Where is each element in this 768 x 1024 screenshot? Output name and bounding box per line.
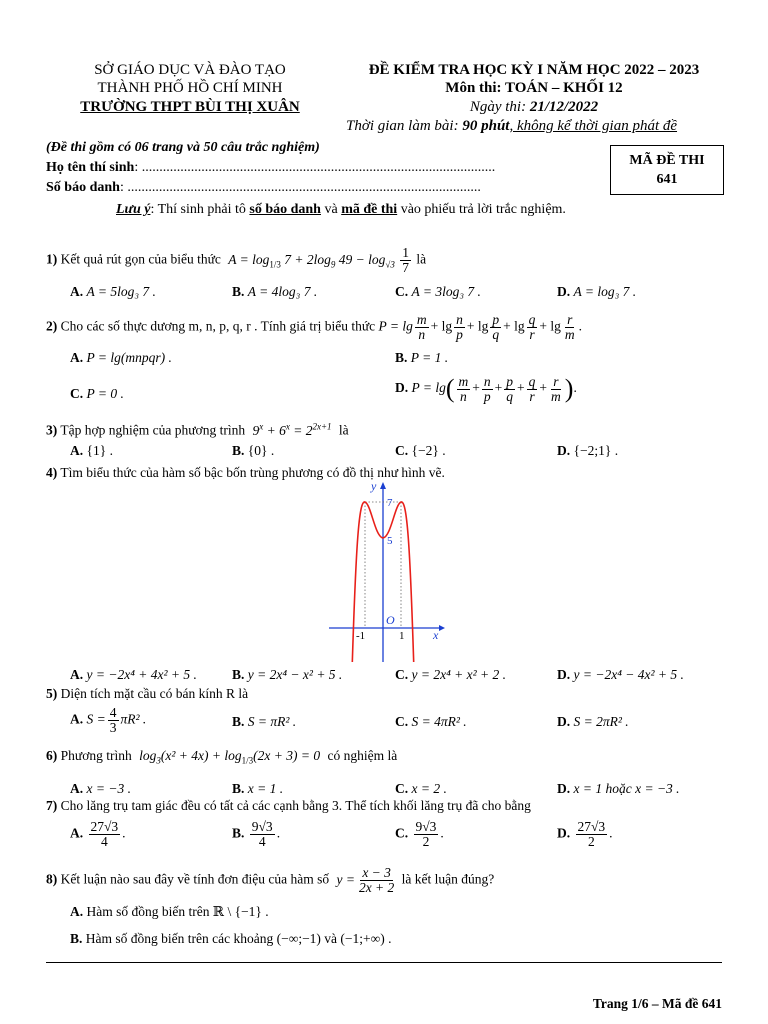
question-2: 2) Cho các số thực dương m, n, p, q, r . Tính giá trị biểu thức P = lg $\frac{m}{n}$ + lg $\frac{n}{p}$ + lg $\frac{p}{q}$ + lg $\frac{q}{r}$ + lg $\frac{r}{m}$ . (46, 312, 583, 342)
label-origin: O (386, 613, 395, 627)
school-name: TRƯỜNG THPT BÙI THỊ XUÂN (80, 99, 300, 115)
q1-option-c[interactable]: C. A = 3log₃ 7 . (395, 284, 481, 299)
q1-option-d[interactable]: D. A = log₃ 7 . (557, 284, 637, 299)
footer-rule (46, 962, 722, 963)
tick-1: 1 (399, 630, 405, 642)
header-left-1: SỞ GIÁO DỤC VÀ ĐÀO TẠO (94, 62, 286, 78)
name-field: Họ tên thí sinh: ..................................................................................................... (46, 160, 496, 175)
question-7: 7) Cho lăng trụ tam giác đều có tất cả các cạnh bằng 3. Thể tích khối lăng trụ đã cho bằng (46, 798, 531, 813)
q5-option-d[interactable]: D. S = 2πR² . (557, 714, 629, 729)
q7-option-d[interactable]: D. $\frac{27√3}{2}$ . (557, 819, 613, 849)
exam-code-box: MÃ ĐỀ THI 641 (610, 145, 724, 195)
q1-option-b[interactable]: B. A = 4log₃ 7 . (232, 284, 318, 299)
q1-option-a[interactable]: A. A = 5log₃ 7 . (70, 284, 156, 299)
question-6: 6) Phương trình $\log_3(x^2 + 4x) + \log_{1/3}(2x + 3) = 0$ có nghiệm là (46, 748, 398, 766)
q4-option-c[interactable]: C. y = 2x⁴ + x² + 2 . (395, 667, 507, 682)
q2-option-d[interactable]: D. P = lg( $\frac{m}{n}$ + $\frac{n}{p}$ + $\frac{p}{q}$ + $\frac{q}{r}$ + $\frac{r}{m}$ ). (395, 373, 577, 404)
tick-minus1: -1 (356, 630, 366, 642)
pages-note: (Đề thi gồm có 06 trang và 50 câu trắc nghiệm) (46, 140, 320, 155)
id-field: Số báo danh: ..................................................................................................... (46, 180, 481, 195)
q7-option-a[interactable]: A. $\frac{27√3}{4}$ . (70, 819, 126, 849)
exam-time: Thời gian làm bài: 90 phút, không kể thời gian phát đề (346, 118, 678, 134)
q3-option-a[interactable]: A. {1} . (70, 443, 113, 458)
page-footer: Trang 1/6 – Mã đề 641 (592, 996, 722, 1011)
x-axis-arrow (439, 625, 445, 631)
exam-title: ĐỀ KIỂM TRA HỌC KỲ I NĂM HỌC 2022 – 2023 (368, 62, 700, 78)
q6-option-b[interactable]: B. x = 1 . (232, 781, 284, 796)
question-5: 5) Diện tích mặt cầu có bán kính R là (46, 686, 249, 701)
q4-option-d[interactable]: D. y = −2x⁴ − 4x² + 5 . (557, 667, 684, 682)
q4-option-b[interactable]: B. y = 2x⁴ − x² + 5 . (232, 667, 343, 682)
q8-option-b[interactable]: B. Hàm số đồng biến trên các khoảng (−∞;−1) và (−1;+∞) . (70, 931, 392, 946)
q8-option-a[interactable]: A. Hàm số đồng biến trên ℝ \ {−1} . (70, 904, 269, 919)
tick-7: 7 (387, 497, 393, 509)
q7-option-b[interactable]: B. $\frac{9√3}{4}$ . (232, 819, 281, 849)
subject: Môn thi: TOÁN – KHỐI 12 (445, 80, 623, 96)
header-left-2: THÀNH PHỐ HỒ CHÍ MINH (97, 80, 283, 96)
question-8: 8) Kết luận nào sau đây về tính đơn điệu của hàm số y = $\frac{x - 3}{2x + 2}$ là kết luận đúng? (46, 865, 495, 895)
note: Lưu ý: Thí sinh phải tô số báo danh và mã đề thi vào phiếu trả lời trắc nghiệm. (116, 202, 566, 217)
q2-option-b[interactable]: B. P = 1 . (395, 350, 449, 365)
q2-option-c[interactable]: C. P = 0 . (70, 386, 124, 401)
q2-option-a[interactable]: A. P = lg(mnpqr) . (70, 350, 172, 365)
q6-option-d[interactable]: D. x = 1 hoặc x = −3 . (557, 781, 680, 796)
q4-option-a[interactable]: A. y = −2x⁴ + 4x² + 5 . (70, 667, 197, 682)
q5-option-a[interactable]: A. S = $\frac{4}{3}$ πR² . (70, 705, 147, 735)
question-4: 4) Tìm biểu thức của hàm số bậc bốn trùng phương có đồ thị như hình vẽ. (46, 465, 445, 480)
label-y: y (371, 482, 377, 493)
quartic-graph (325, 482, 450, 662)
exam-date: Ngày thi: 21/12/2022 (469, 99, 599, 115)
question-3: 3) Tập hợp nghiệm của phương trình $9^x + 6^x = 2^{2x+1}$ là (46, 421, 349, 438)
q3-option-c[interactable]: C. {−2} . (395, 443, 446, 458)
question-1: 1) Kết quả rút gọn của biểu thức $A = \log_{1/3} 7 + 2\log_9$ $49 - \log_{√3}$ $\frac{1}{7}$ là (46, 245, 427, 275)
q6-option-a[interactable]: A. x = −3 . (70, 781, 131, 796)
y-axis-arrow (380, 482, 386, 489)
label-x: x (433, 628, 439, 642)
tick-5: 5 (387, 535, 393, 547)
q3-option-d[interactable]: D. {−2;1} . (557, 443, 619, 458)
q5-option-b[interactable]: B. S = πR² . (232, 714, 297, 729)
q5-option-c[interactable]: C. S = 4πR² . (395, 714, 467, 729)
q6-option-c[interactable]: C. x = 2 . (395, 781, 447, 796)
q3-option-b[interactable]: B. {0} . (232, 443, 275, 458)
q7-option-c[interactable]: C. $\frac{9√3}{2}$ . (395, 819, 444, 849)
